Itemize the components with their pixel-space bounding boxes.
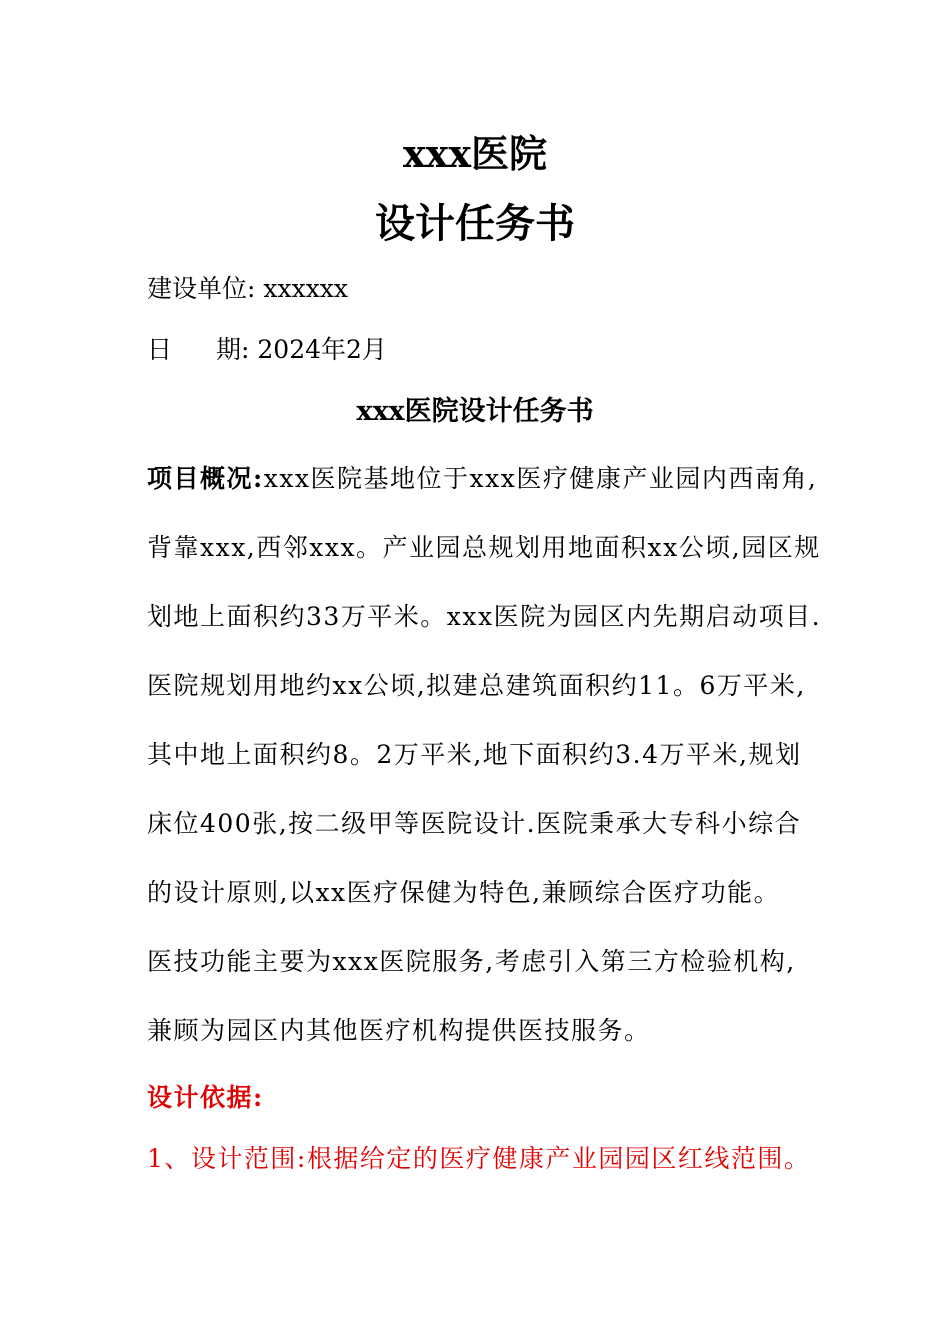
overview-line: 背靠xxx,西邻xxx。产业园总规划用地面积xx公顷,园区规 xyxy=(147,533,821,562)
builder-value: xxxxxx xyxy=(263,274,348,303)
overview-line: 兼顾为园区内其他医疗机构提供医技服务。 xyxy=(147,1016,651,1045)
date-label-a: 日 xyxy=(147,335,173,364)
basis-item: 1、设计范围:根据给定的医疗健康产业园园区红线范围。 xyxy=(147,1144,811,1173)
overview-line: 其中地上面积约8。2万平米,地下面积约3.4万平米,规划 xyxy=(147,740,802,769)
section-subtitle: xxx医院设计任务书 xyxy=(356,396,594,427)
overview-line: 的设计原则,以xx医疗保健为特色,兼顾综合医疗功能。 xyxy=(147,878,781,907)
date-value: 2024年2月 xyxy=(257,335,387,364)
date-label-b: 期: xyxy=(216,335,250,364)
overview-text: xxx医院基地位于xxx医疗健康产业园内西南角, xyxy=(263,464,818,493)
date-row xyxy=(147,333,387,367)
overview-line: 医技功能主要为xxx医院服务,考虑引入第三方检验机构, xyxy=(147,947,796,976)
overview-line: 床位400张,按二级甲等医院设计.医院秉承大专科小综合 xyxy=(147,809,802,838)
overview-line xyxy=(147,462,827,496)
title-hospital-name: xxx医院 xyxy=(403,131,547,176)
basis-heading: 设计依据: xyxy=(147,1083,264,1112)
title-design-brief: 设计任务书 xyxy=(375,200,575,247)
overview-label: 项目概况: xyxy=(147,464,264,493)
overview-line: 划地上面积约33万平米。xxx医院为园区内先期启动项目. xyxy=(147,602,822,631)
builder-label: 建设单位: xyxy=(147,274,256,303)
builder-row xyxy=(147,272,348,306)
overview-line: 医院规划用地约xx公顷,拟建总建筑面积约11。6万平米, xyxy=(147,671,806,700)
